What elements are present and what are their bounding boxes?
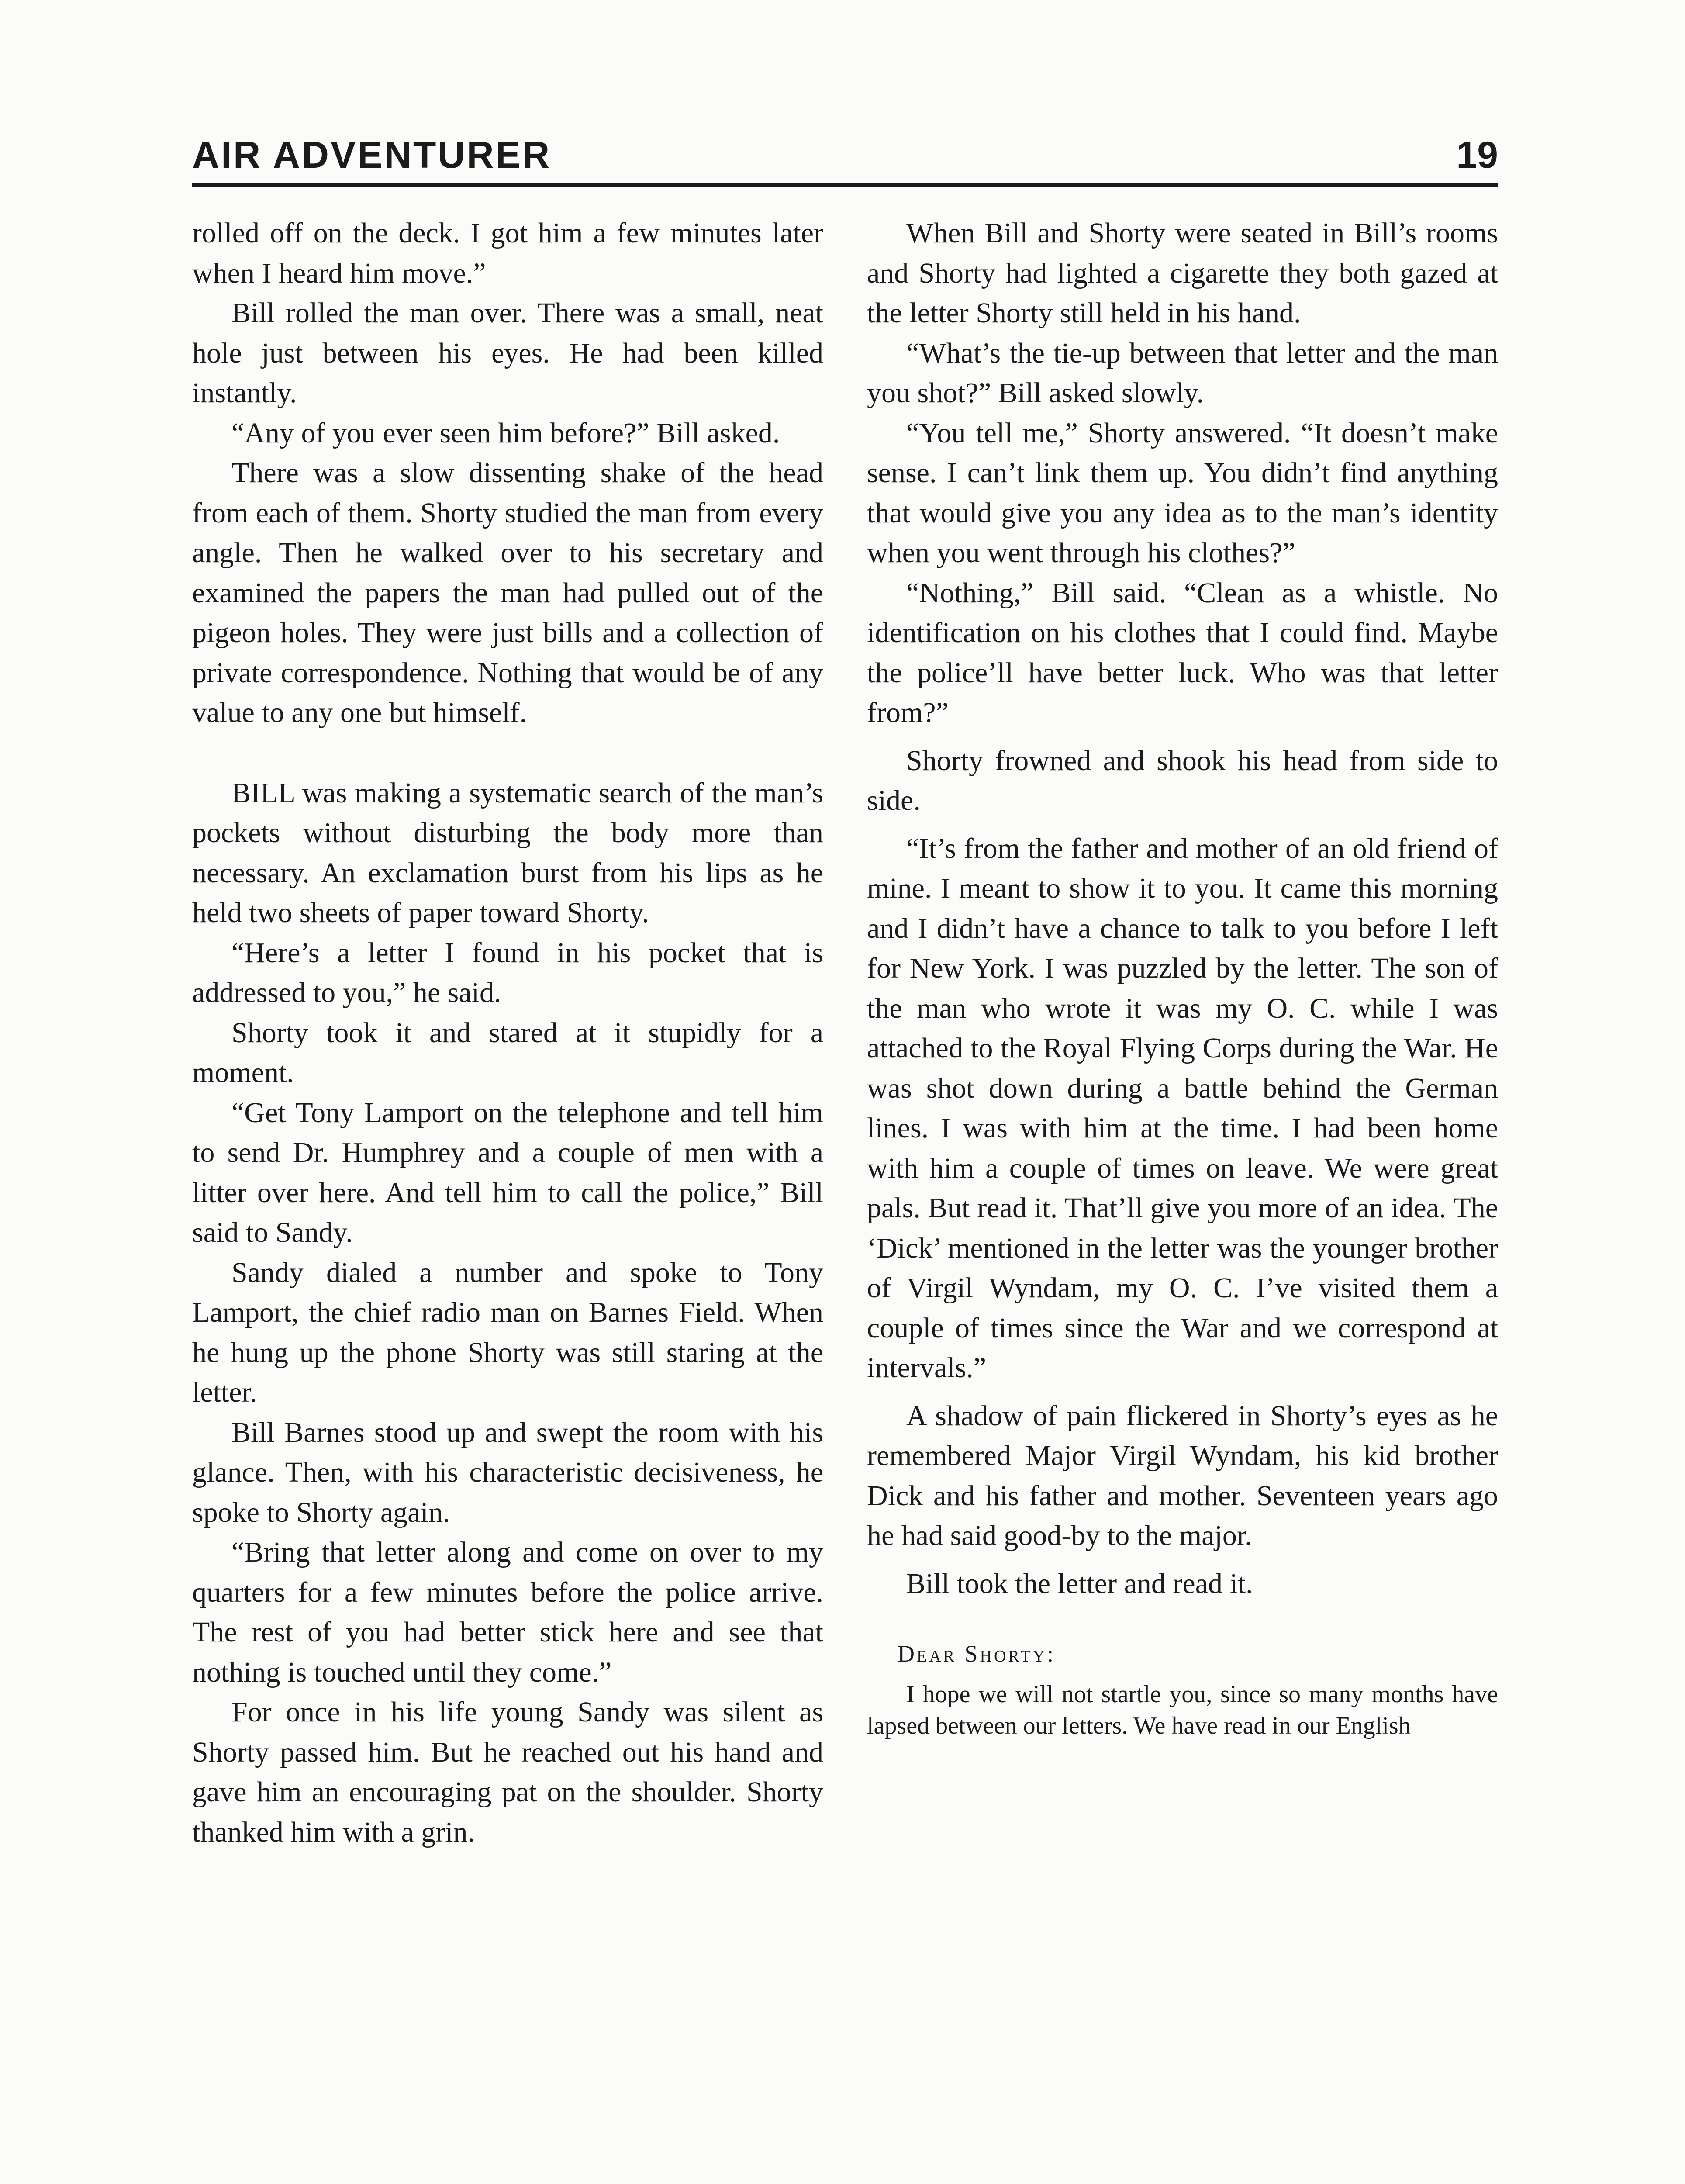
header-rule (192, 183, 1498, 187)
paragraph: “Here’s a letter I found in his pocket that is addressed to you,” he said. (192, 936, 823, 1009)
paragraph: Shorty took it and stared at it stupidly for a moment. (192, 1016, 823, 1089)
paragraph: “What’s the tie-up between that letter and the man you shot?” Bill asked slowly. (867, 337, 1498, 409)
paragraph: “It’s from the father and mother of an old friend of mine. I meant to show it to you. It came this morning and I didn’t have a chance to talk to you before I left for New York. I was puzzled by the letter. The son of the man who wrote it was my O. C. while I was attached to the Royal Flying Corps during the War. He was shot down during a battle behind the German lines. I was with him at the time. I had been home with him a couple of times on leave. We were great pals. But read it. That’ll give you more of an idea. The ‘Dick’ mentioned in the letter was the younger brother of Virgil Wyndam, my O. C. I’ve visited them a couple of times since the War and we correspond at intervals.” (867, 832, 1498, 1384)
right-column (867, 213, 1498, 1742)
paragraph: “Bring that letter along and come on over to my quarters for a few minutes before the police arrive. The rest of you had better stick here and see that nothing is touched until they come.” (192, 1536, 823, 1688)
paragraph: Bill Barnes stood up and swept the room with his glance. Then, with his characteristic decisiveness, he spoke to Shorty again. (192, 1416, 823, 1528)
letter-salutation: Dear Shorty: (898, 1641, 1056, 1667)
running-header (192, 131, 1498, 179)
paragraph: “Any of you ever seen him before?” Bill asked. (231, 417, 780, 449)
paragraph: There was a slow dissenting shake of the head from each of them. Shorty studied the man from every angle. Then he walked over to his secretary and examined the papers the man had pulled out of the pigeon holes. They were just bills and a collection of private correspondence. Nothing that would be of any value to any one but himself. (192, 457, 823, 729)
page-number: 19 (1456, 134, 1498, 176)
paragraph: Sandy dialed a number and spoke to Tony Lamport, the chief radio man on Barnes Field. When he hung up the phone Shorty was still staring at the letter. (192, 1256, 823, 1408)
paragraph: “You tell me,” Shorty answered. “It doesn’t make sense. I can’t link them up. You didn’t find anything that would give you any idea as to the man’s identity when you went through his clothes?” (867, 417, 1498, 569)
paragraph: For once in his life young Sandy was silent as Shorty passed him. But he reached out his hand and gave him an encouraging pat on the shoulder. Shorty thanked him with a grin. (192, 1696, 823, 1848)
paragraph: “Nothing,” Bill said. “Clean as a whistle. No identification on his clothes that I could find. Maybe the police’ll have better luck. Who was that letter from?” (867, 577, 1498, 729)
left-column (192, 213, 823, 1852)
paragraph: rolled off on the deck. I got him a few minutes later when I heard him move.” (192, 217, 823, 289)
paragraph: When Bill and Shorty were seated in Bill’s rooms and Shorty had lighted a cigarette they both gazed at the letter Shorty still held in his hand. (867, 217, 1498, 329)
letter-body: I hope we will not startle you, since so many months have lapsed between our letters. We have read in our English (867, 1680, 1498, 1739)
paragraph: A shadow of pain flickered in Shorty’s eyes as he remembered Major Virgil Wyndam, his kid brother Dick and his father and mother. Seventeen years ago he had said good-by to the major. (867, 1400, 1498, 1552)
paragraph: BILL was making a systematic search of the man’s pockets without disturbing the body more than necessary. An exclamation burst from his lips as he held two sheets of paper toward Shorty. (192, 777, 823, 929)
paragraph: Bill took the letter and read it. (906, 1567, 1253, 1600)
paragraph: Shorty frowned and shook his head from side to side. (867, 744, 1498, 816)
magazine-title: AIR ADVENTURER (192, 134, 552, 176)
paragraph: Bill rolled the man over. There was a small, neat hole just between his eyes. He had been killed instantly. (192, 297, 823, 409)
paragraph: “Get Tony Lamport on the telephone and tell him to send Dr. Humphrey and a couple of men with a litter over here. And tell him to call the police,” Bill said to Sandy. (192, 1096, 823, 1248)
